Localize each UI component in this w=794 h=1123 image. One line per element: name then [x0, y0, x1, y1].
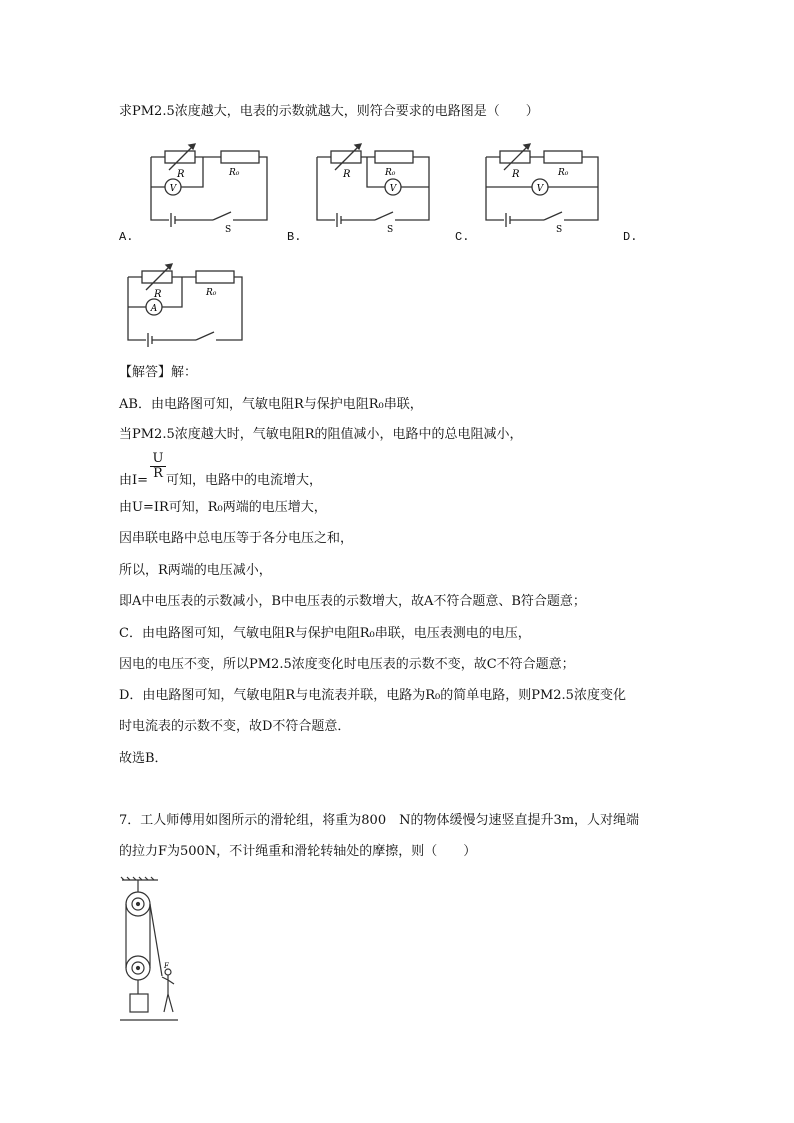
fraction-numerator: U — [150, 452, 166, 467]
circuit-c-diagram — [478, 140, 606, 232]
voltmeter-label: V — [389, 184, 397, 194]
ohm-law-suffix: 可知，电路中的电流增大， — [166, 473, 323, 488]
resistor-r-label: R — [154, 289, 162, 300]
solution-line: 由U=IR可知，R₀两端的电压增大， — [119, 500, 327, 515]
resistor-r0-label: R₀ — [558, 168, 569, 178]
option-c-label: C. — [455, 230, 470, 244]
solution-answer: 故选B． — [119, 751, 168, 766]
circuit-d-diagram — [120, 260, 248, 352]
solution-line: 因电的电压不变，所以PM2.5浓度变化时电压表的示数不变，故C不符合题意； — [119, 657, 575, 672]
switch-label: S — [387, 225, 394, 232]
option-b-label: B. — [287, 230, 302, 244]
voltmeter-label: V — [169, 184, 177, 194]
ammeter-label: A — [150, 304, 158, 314]
resistor-r0-label: R₀ — [385, 168, 396, 178]
solution-line: AB．由电路图可知，气敏电阻R与保护电阻R₀串联， — [119, 397, 423, 412]
solution-line: 当PM2.5浓度越大时，气敏电阻R的阻值减小，电路中的总电阻减小， — [119, 427, 523, 442]
solution-line: C．由电路图可知，气敏电阻R与保护电阻R₀串联，电压表测电的电压， — [119, 626, 531, 641]
ohm-law-prefix: 由I= — [119, 473, 149, 488]
resistor-r-label: R — [512, 169, 520, 180]
circuit-a-diagram — [143, 140, 271, 232]
solution-line: 即A中电压表的示数减小，B中电压表的示数增大，故A不符合题意、B符合题意； — [119, 594, 586, 609]
option-d-label: D. — [623, 230, 638, 244]
solution-line: D．由电路图可知，气敏电阻R与电流表并联，电路为R₀的简单电路，则PM2.5浓度变化 — [119, 688, 626, 703]
question7-line: 7．工人师傅用如图所示的滑轮组，将重为800 N的物体缓慢匀速竖直提升3m，人对绳端 — [119, 813, 640, 828]
resistor-r-label: R — [343, 169, 351, 180]
solution-line: 时电流表的示数不变，故D不符合题意． — [119, 719, 351, 734]
resistor-r0-label: R₀ — [206, 288, 217, 298]
voltmeter-label: V — [536, 184, 544, 194]
solution-heading: 【解答】解： — [119, 365, 198, 380]
option-a-label: A. — [119, 230, 134, 244]
circuit-b-diagram — [309, 140, 437, 232]
resistor-r0-label: R₀ — [229, 168, 240, 178]
ohm-fraction — [150, 452, 166, 481]
pulley-system-figure — [118, 876, 182, 1026]
fraction-denominator: R — [153, 466, 163, 481]
solution-line: 因串联电路中总电压等于各分电压之和， — [119, 531, 354, 546]
question7-line: 的拉力F为500N，不计绳重和滑轮转轴处的摩擦，则（ ） — [119, 844, 477, 859]
force-label: F — [164, 962, 169, 970]
switch-label: S — [556, 225, 563, 232]
solution-line: 所以，R两端的电压减小， — [119, 563, 272, 578]
switch-label: S — [225, 225, 232, 232]
resistor-r-label: R — [177, 169, 185, 180]
question6-stem: 求PM2.5浓度越大，电表的示数就越大，则符合要求的电路图是（ ） — [119, 104, 539, 119]
